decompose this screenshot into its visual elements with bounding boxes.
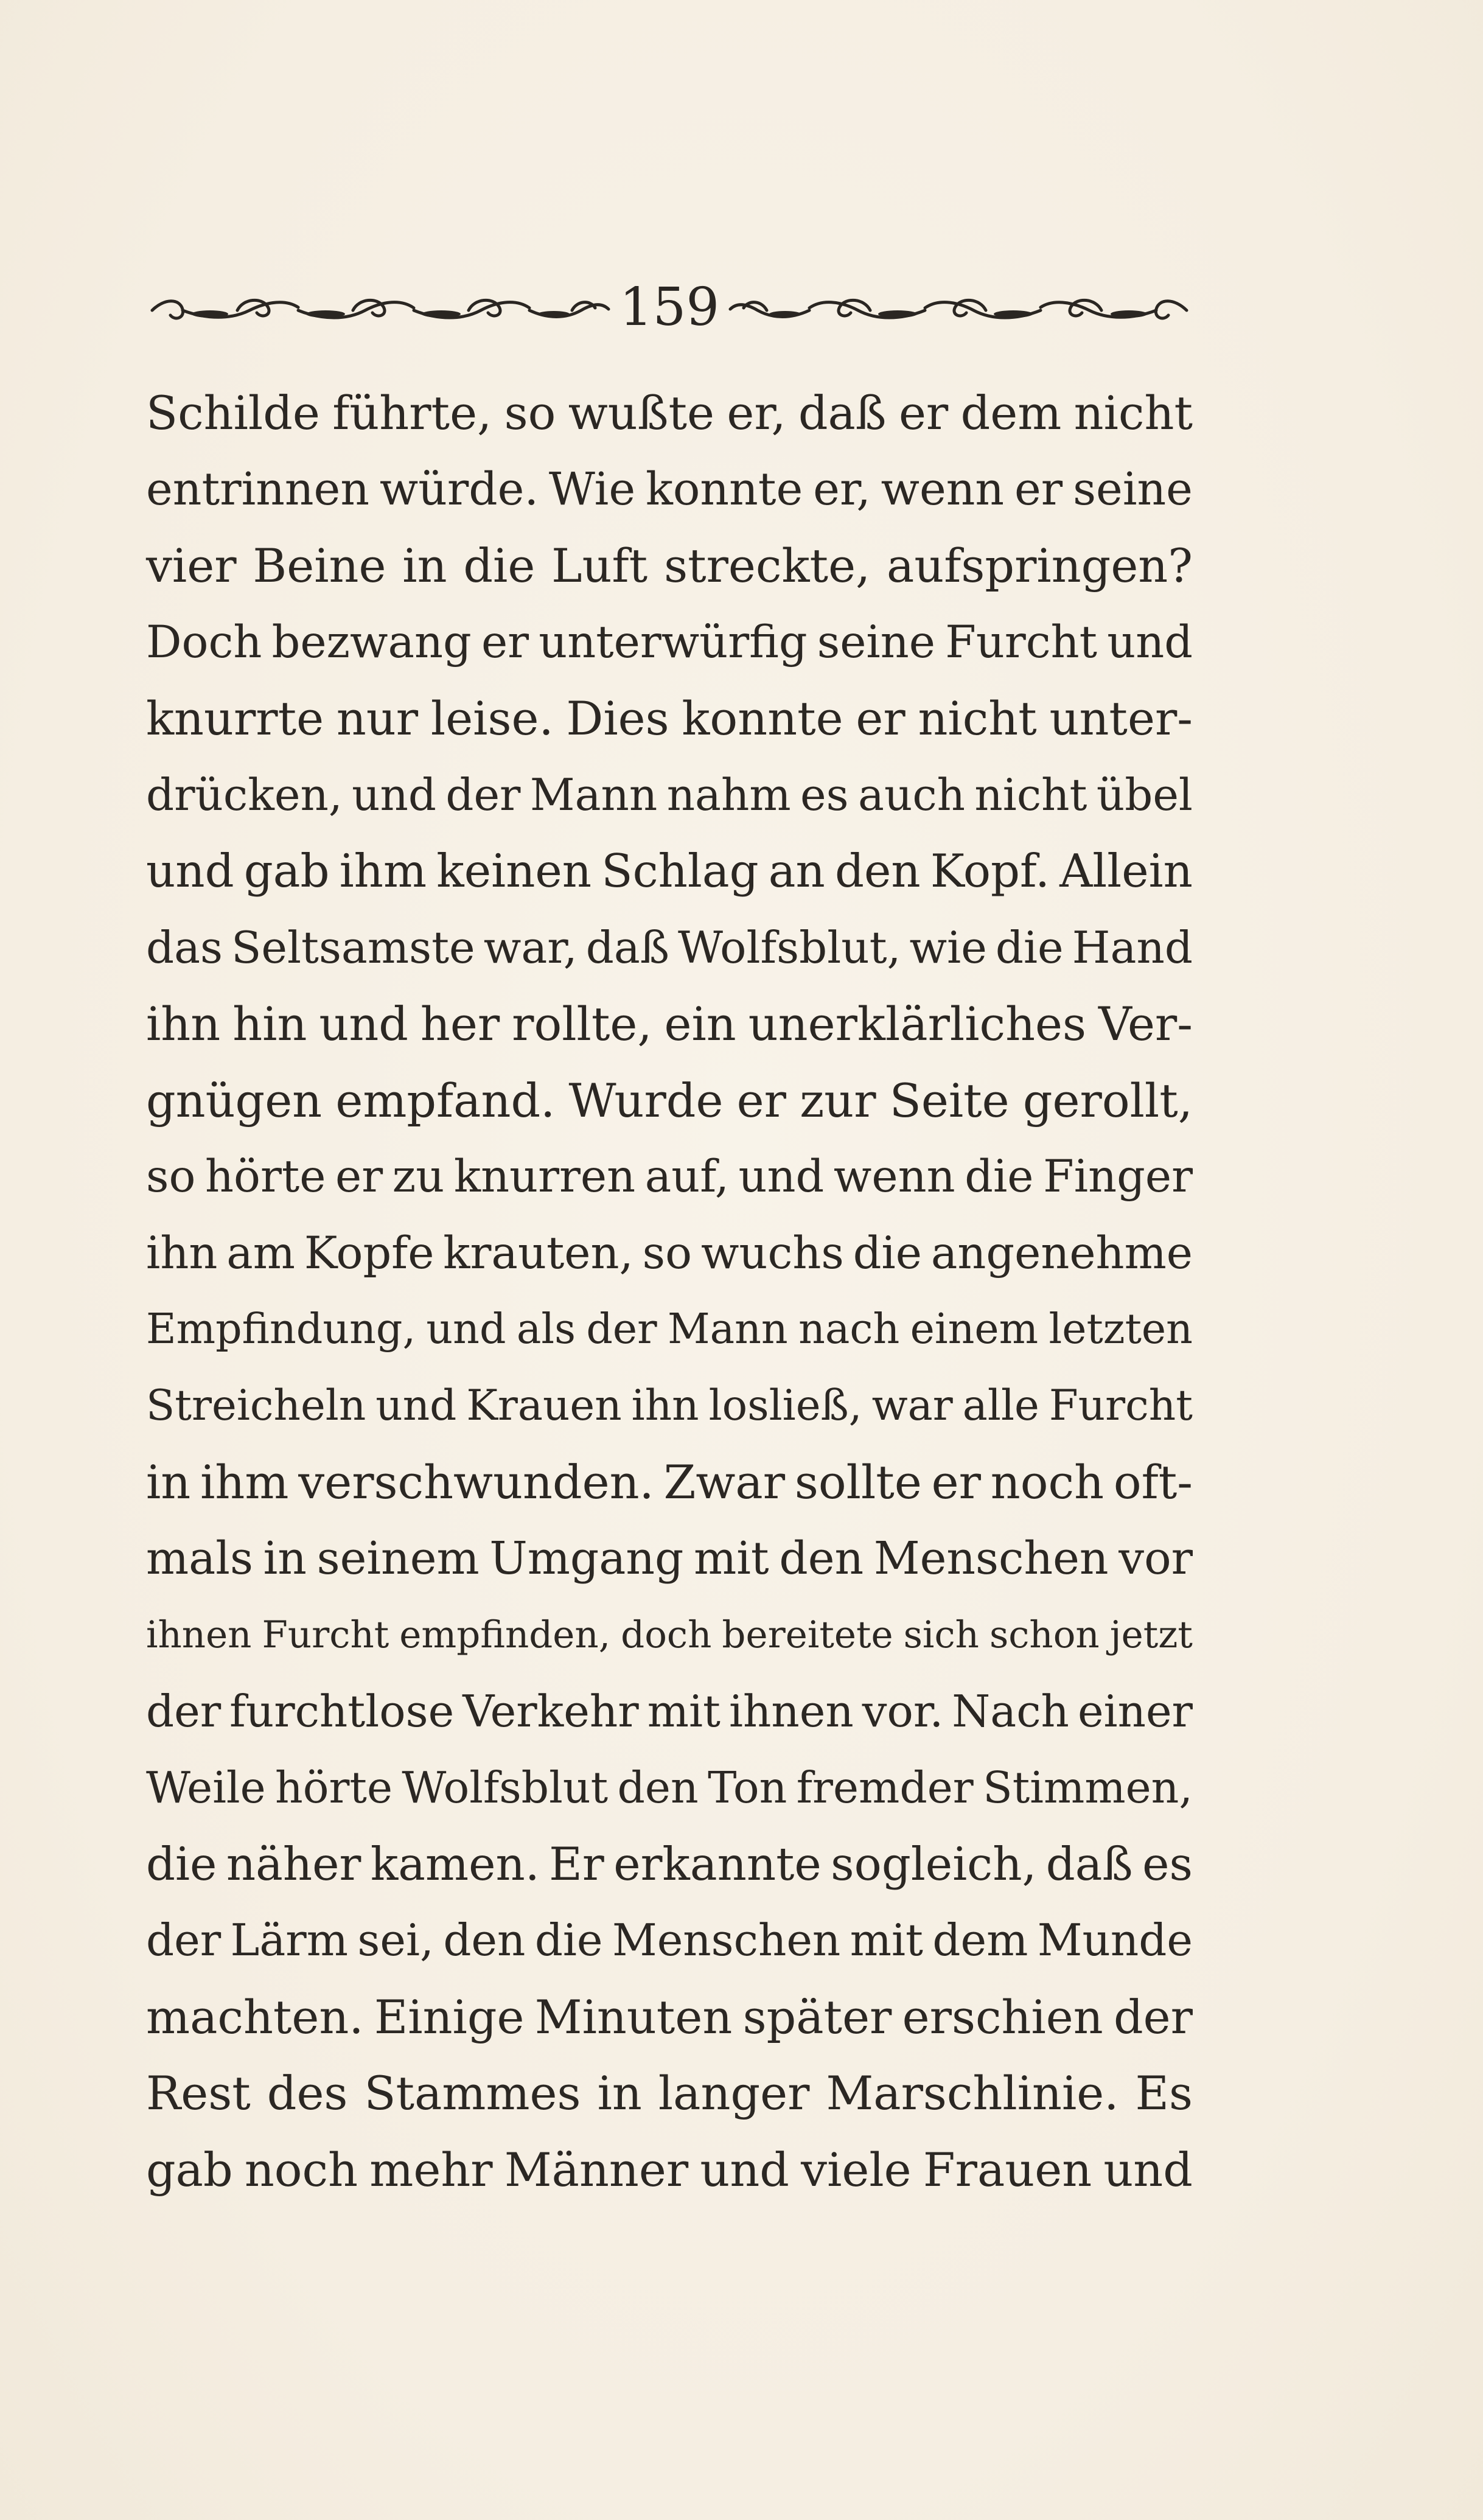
- word: die: [995, 921, 1064, 973]
- word: des: [267, 2066, 348, 2120]
- word: sogleich,: [831, 1837, 1037, 1891]
- word: und: [146, 844, 234, 898]
- word: es: [800, 769, 849, 820]
- word: krauten,: [443, 1227, 633, 1279]
- word: gab: [243, 844, 330, 898]
- word: seinem: [316, 1532, 480, 1585]
- word: drücken,: [146, 769, 343, 820]
- word: am: [226, 1227, 296, 1279]
- word: sich: [903, 1613, 979, 1656]
- word: streckte,: [664, 539, 871, 593]
- word: daß: [798, 386, 887, 440]
- word: mit: [694, 1532, 769, 1585]
- word: Streicheln: [146, 1381, 366, 1430]
- word: einer: [1077, 1685, 1193, 1737]
- word: Empfindung,: [146, 1305, 416, 1353]
- word: Zwar: [663, 1455, 786, 1509]
- word: konnte: [682, 691, 843, 745]
- word: oft-: [1113, 1455, 1193, 1509]
- word: nicht: [974, 769, 1087, 820]
- word: dem: [932, 1914, 1028, 1966]
- word: Seltsamste: [231, 921, 475, 973]
- text-line: [146, 1902, 1193, 1979]
- text-line: [146, 1750, 1193, 1826]
- word: knurren: [453, 1151, 636, 1202]
- word: in: [402, 539, 447, 593]
- word: ihnen: [146, 1613, 252, 1656]
- word: Umgang: [489, 1532, 684, 1585]
- word: so: [146, 1151, 196, 1202]
- word: hin: [232, 997, 307, 1051]
- text-line: [146, 452, 1193, 528]
- word: den: [779, 1532, 864, 1585]
- word: bezwang: [271, 616, 472, 668]
- word: und: [352, 769, 436, 820]
- word: würde.: [379, 462, 539, 515]
- text-line: [146, 680, 1193, 757]
- word: Schlag: [601, 844, 759, 898]
- word: erschien: [902, 1989, 1103, 2044]
- word: ihn: [146, 1227, 218, 1279]
- word: Beine: [253, 539, 386, 593]
- word: er,: [813, 462, 871, 515]
- word: zu: [392, 1151, 445, 1202]
- word: gab: [146, 2142, 233, 2197]
- word: und: [1103, 2142, 1193, 2197]
- word: Mann: [529, 769, 658, 820]
- word: Seite: [889, 1073, 1010, 1128]
- word: keinen: [436, 844, 592, 898]
- body-text: [146, 375, 1193, 2208]
- word: so: [504, 386, 556, 440]
- word: der: [445, 769, 521, 820]
- word: ihn: [146, 997, 221, 1051]
- word: wenn: [833, 1151, 955, 1202]
- word: noch: [990, 1455, 1104, 1509]
- word: erkannte: [613, 1837, 822, 1891]
- word: und: [426, 1305, 506, 1353]
- text-line: [146, 986, 1193, 1063]
- word: Stammes: [364, 2066, 581, 2120]
- word: in: [146, 1455, 191, 1509]
- word: er: [481, 616, 529, 668]
- word: der: [146, 1914, 222, 1966]
- word: hörte: [275, 1762, 393, 1813]
- word: als: [516, 1305, 576, 1353]
- word: Kopf.: [930, 844, 1050, 898]
- word: Wolfsblut,: [678, 921, 901, 973]
- word: entrinnen: [146, 462, 370, 515]
- word: es: [1142, 1837, 1193, 1891]
- word: auch: [858, 769, 966, 820]
- word: Finger: [1043, 1151, 1193, 1202]
- word: in: [597, 2066, 642, 2120]
- word: er,: [727, 386, 786, 440]
- word: Frauen: [923, 2142, 1092, 2197]
- word: wenn: [881, 462, 1005, 515]
- word: Luft: [551, 539, 648, 593]
- text-line: [146, 833, 1193, 910]
- word: sei,: [357, 1914, 434, 1966]
- word: und: [1107, 616, 1193, 668]
- word: Schilde: [146, 386, 320, 440]
- word: aufspringen?: [887, 539, 1193, 593]
- text-line: [146, 1215, 1193, 1292]
- page-number: 159: [619, 277, 720, 338]
- word: leise.: [430, 691, 554, 745]
- word: daß: [585, 921, 669, 973]
- word: Furcht: [262, 1613, 389, 1656]
- word: und: [700, 2142, 789, 2197]
- word: vier: [146, 539, 237, 593]
- word: Wurde: [568, 1073, 724, 1128]
- word: machten.: [146, 1989, 364, 2044]
- word: Munde: [1037, 1914, 1193, 1966]
- text-line: [146, 1063, 1193, 1139]
- word: er: [856, 691, 906, 745]
- text-line: [146, 2132, 1193, 2208]
- page-header: [146, 274, 1193, 347]
- word: der: [1114, 1989, 1193, 2044]
- word: letzten: [1049, 1305, 1193, 1353]
- word: rollte,: [512, 997, 652, 1051]
- word: mit: [850, 1914, 923, 1966]
- word: Ver-: [1098, 997, 1193, 1051]
- word: den: [443, 1914, 526, 1966]
- word: her: [420, 997, 500, 1051]
- word: war: [871, 1381, 953, 1430]
- word: Weile: [146, 1762, 266, 1813]
- word: er: [335, 1151, 383, 1202]
- text-line: [146, 1826, 1193, 1903]
- word: später: [742, 1989, 892, 2044]
- word: vor: [1118, 1532, 1193, 1585]
- word: alle: [962, 1381, 1039, 1430]
- word: den: [617, 1762, 699, 1813]
- text-line: [146, 910, 1193, 986]
- word: Lärm: [230, 1914, 348, 1966]
- text-line: [146, 1597, 1193, 1674]
- text-line: [146, 528, 1193, 604]
- word: nur: [336, 691, 419, 745]
- word: bereitete: [722, 1613, 893, 1656]
- text-line: [146, 1979, 1193, 2056]
- word: angenehme: [930, 1227, 1193, 1279]
- word: Kopfe: [304, 1227, 434, 1279]
- word: gerollt,: [1022, 1073, 1193, 1128]
- text-line: [146, 1291, 1193, 1368]
- word: Wolfsblut: [402, 1762, 609, 1813]
- word: ihm: [200, 1455, 289, 1509]
- word: Allein: [1059, 844, 1193, 898]
- word: doch: [621, 1613, 712, 1656]
- word: der: [146, 1685, 222, 1737]
- text-line: [146, 2055, 1193, 2132]
- word: nahm: [666, 769, 791, 820]
- text-line: [146, 757, 1193, 834]
- word: in: [263, 1532, 307, 1585]
- word: gnügen: [146, 1073, 323, 1128]
- word: Mann: [667, 1305, 788, 1353]
- word: sollte: [794, 1455, 922, 1509]
- word: seine: [817, 616, 935, 668]
- word: Marschlinie.: [826, 2066, 1119, 2120]
- word: war,: [483, 921, 577, 973]
- word: nicht: [918, 691, 1037, 745]
- word: Verkehr: [462, 1685, 639, 1737]
- text-line: [146, 1674, 1193, 1750]
- word: mit: [647, 1685, 721, 1737]
- word: nicht: [1073, 386, 1193, 440]
- word: jetzt: [1109, 1613, 1193, 1656]
- word: noch: [244, 2142, 358, 2197]
- word: dem: [960, 386, 1062, 440]
- word: vor.: [862, 1685, 944, 1737]
- word: führte,: [332, 386, 492, 440]
- word: konnte: [646, 462, 803, 515]
- word: Es: [1135, 2066, 1193, 2120]
- word: hörte: [205, 1151, 326, 1202]
- word: Furcht: [945, 616, 1097, 668]
- word: er: [898, 386, 949, 440]
- text-line: [146, 1368, 1193, 1445]
- word: den: [834, 844, 921, 898]
- word: Hand: [1072, 921, 1193, 973]
- word: kamen.: [370, 1837, 540, 1891]
- text-line: [146, 604, 1193, 681]
- word: wußte: [568, 386, 714, 440]
- word: Er: [549, 1837, 604, 1891]
- word: unerklärliches: [748, 997, 1087, 1051]
- word: Menschen: [873, 1532, 1109, 1585]
- word: fremder: [796, 1762, 974, 1813]
- text-line: [146, 1139, 1193, 1215]
- word: die: [853, 1227, 922, 1279]
- word: so: [642, 1227, 693, 1279]
- word: knurrte: [146, 691, 324, 745]
- word: und: [738, 1151, 825, 1202]
- word: die: [534, 1914, 603, 1966]
- word: langer: [658, 2066, 810, 2120]
- word: unter-: [1049, 691, 1193, 745]
- right-ornament: [724, 286, 1193, 335]
- word: verschwunden.: [298, 1455, 654, 1509]
- word: Wie: [548, 462, 636, 515]
- word: Krauen: [466, 1381, 622, 1430]
- word: ihm: [339, 844, 427, 898]
- text-line: [146, 1521, 1193, 1597]
- word: er: [736, 1073, 786, 1128]
- word: übel: [1096, 769, 1193, 820]
- word: zur: [800, 1073, 876, 1128]
- word: die: [146, 1837, 217, 1891]
- word: empfinden,: [399, 1613, 611, 1656]
- word: Männer: [504, 2142, 689, 2197]
- word: viele: [801, 2142, 912, 2197]
- word: an: [768, 844, 825, 898]
- word: Furcht: [1049, 1381, 1193, 1430]
- word: furchtlose: [229, 1685, 455, 1737]
- word: auf,: [644, 1151, 729, 1202]
- word: Rest: [146, 2066, 251, 2120]
- word: Menschen: [612, 1914, 841, 1966]
- word: ihn: [631, 1381, 699, 1430]
- word: einem: [910, 1305, 1039, 1353]
- word: Stimmen,: [983, 1762, 1193, 1813]
- word: nach: [798, 1305, 900, 1353]
- word: er: [1014, 462, 1063, 515]
- word: Einige: [374, 1989, 525, 2044]
- word: näher: [226, 1837, 361, 1891]
- word: das: [146, 921, 223, 973]
- word: Doch: [146, 616, 262, 668]
- word: Ton: [708, 1762, 787, 1813]
- word: und: [375, 1381, 457, 1430]
- word: Minuten: [534, 1989, 733, 2044]
- word: daß: [1045, 1837, 1133, 1891]
- word: empfand.: [335, 1073, 556, 1128]
- word: mals: [146, 1532, 253, 1585]
- word: wuchs: [700, 1227, 844, 1279]
- word: die: [463, 539, 536, 593]
- word: schon: [989, 1613, 1100, 1656]
- word: er: [931, 1455, 981, 1509]
- word: Dies: [566, 691, 669, 745]
- word: und: [319, 997, 408, 1051]
- word: unterwürfig: [539, 616, 808, 668]
- word: losließ,: [708, 1381, 862, 1430]
- word: der: [586, 1305, 657, 1353]
- word: seine: [1073, 462, 1193, 515]
- word: die: [965, 1151, 1034, 1202]
- word: Nach: [952, 1685, 1069, 1737]
- word: ihnen: [729, 1685, 854, 1737]
- word: wie: [909, 921, 987, 973]
- text-line: [146, 1444, 1193, 1521]
- word: mehr: [369, 2142, 493, 2197]
- text-line: [146, 375, 1193, 452]
- word: ein: [664, 997, 736, 1051]
